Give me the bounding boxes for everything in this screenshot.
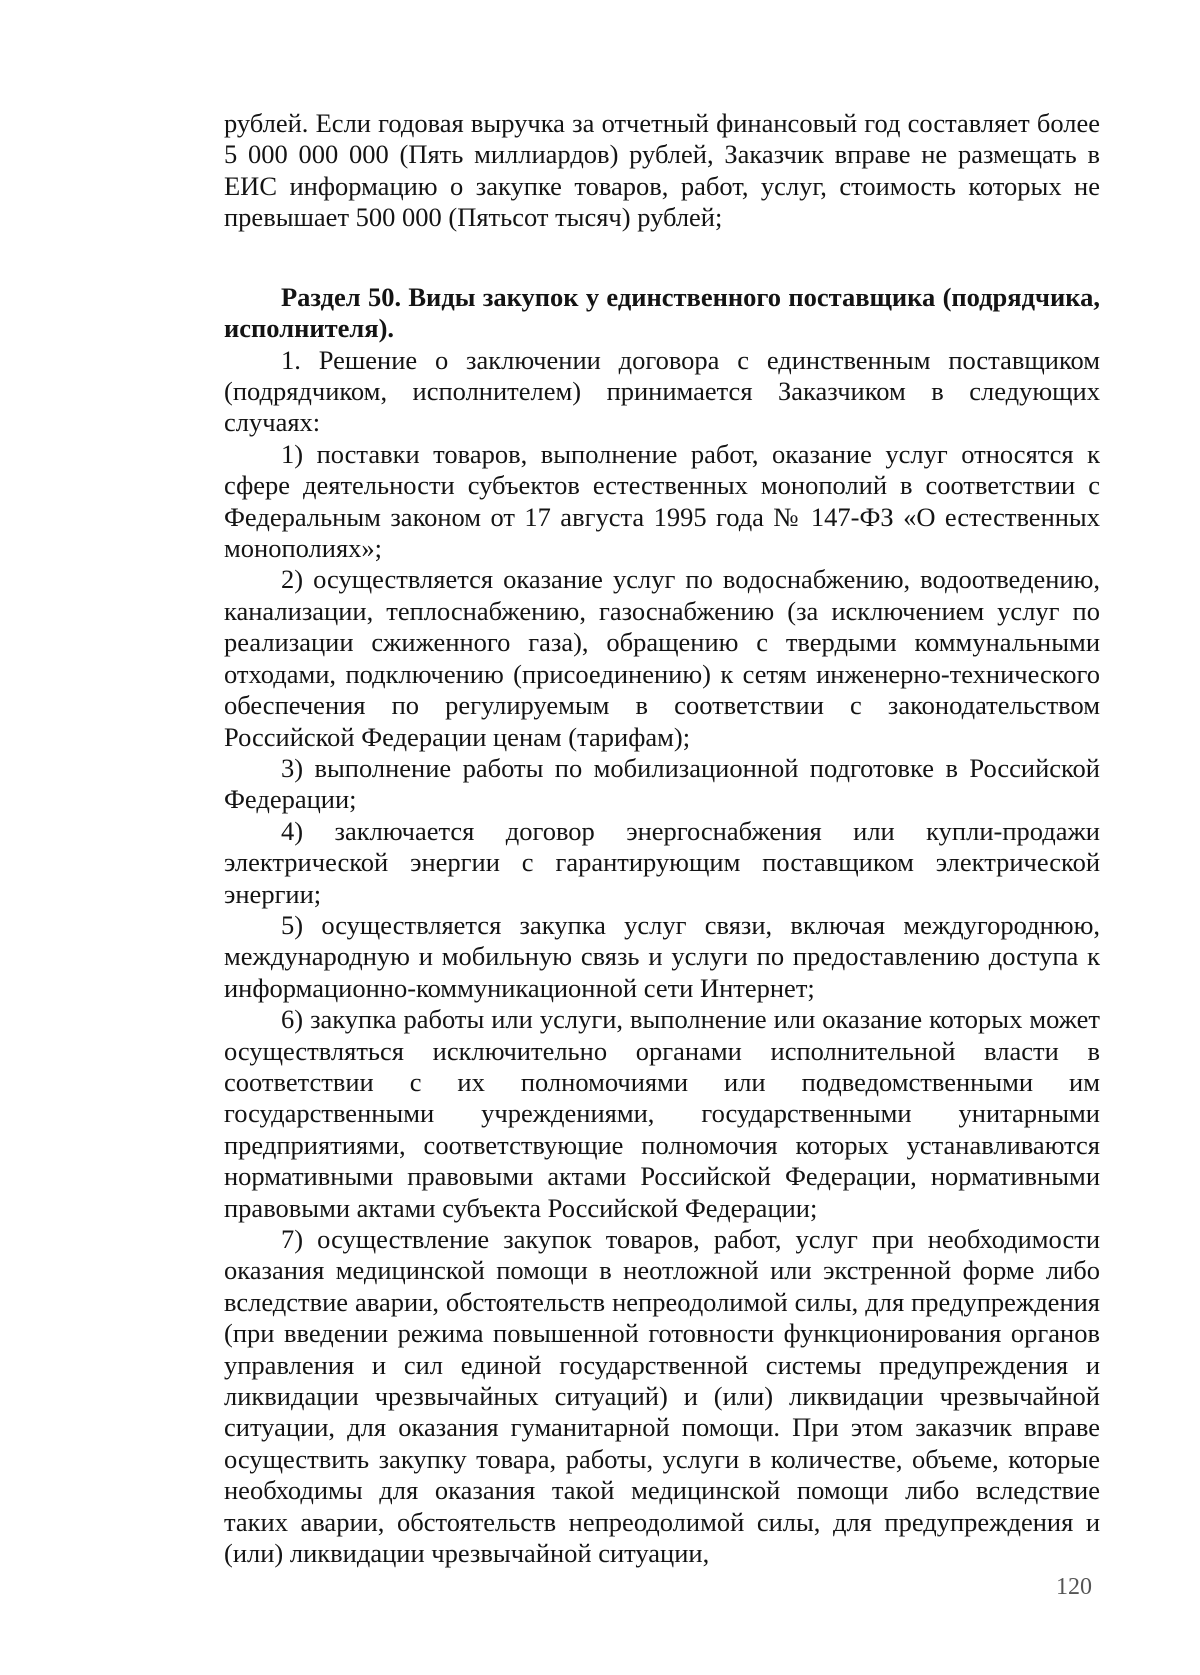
paragraph-item-5: 5) осуществляется закупка услуг связи, включая междугороднюю, международную и мобильную связь и услуги по предоставлению доступа к информационно-коммуникационной сети Интернет;	[224, 909, 1100, 1003]
paragraph-item-6: 6) закупка работы или услуги, выполнение или оказание которых может осуществляться исключительно органами исполнительной власти в соответствии с их полномочиями или подведомственными им государственными учреждениями, государственными унитарными предприятиями, соответствующие полномочия которых устанавливаются нормативными правовыми актами Российской Федерации, нормативными правовыми актами субъекта Российской Федерации;	[224, 1004, 1100, 1223]
paragraph-item-3: 3) выполнение работы по мобилизационной подготовке в Российской Федерации;	[224, 752, 1100, 815]
intro-paragraph: рублей. Если годовая выручка за отчетный финансовый год составляет более 5 000 000 000 (Пять миллиардов) рублей, Заказчик вправе не размещать в ЕИС информацию о закупке товаров, работ, услуг, стоимость которых не превышает 500 000 (Пятьсот тысяч) рублей;	[224, 108, 1100, 233]
paragraph-item-1: 1) поставки товаров, выполнение работ, оказание услуг относятся к сфере деятельности субъектов естественных монополий в соответствии с Федеральным законом от 17 августа 1995 года № 147-ФЗ «О естественных монополиях»;	[224, 438, 1100, 564]
page-number: 120	[1056, 1574, 1092, 1600]
document-body	[224, 108, 1100, 1569]
section-heading: Раздел 50. Виды закупок у единственного поставщика (подрядчика, исполнителя).	[224, 281, 1100, 344]
paragraph-clause-1: 1. Решение о заключении договора с единственным поставщиком (подрядчиком, исполнителем) принимается Заказчиком в следующих случаях:	[224, 344, 1100, 438]
paragraph-item-2: 2) осуществляется оказание услуг по водоснабжению, водоотведению, канализации, теплоснабжению, газоснабжению (за исключением услуг по реализации сжиженного газа), обращению с твердыми коммунальными отходами, подключению (присоединению) к сетям инженерно-технического обеспечения по регулируемым в соответствии с законодательством Российской Федерации ценам (тарифам);	[224, 564, 1100, 752]
paragraph-item-4: 4) заключается договор энергоснабжения или купли-продажи электрической энергии с гарантирующим поставщиком электрической энергии;	[224, 815, 1100, 909]
paragraph-item-7: 7) осуществление закупок товаров, работ, услуг при необходимости оказания медицинской помощи в неотложной или экстренной форме либо вследствие аварии, обстоятельств непреодолимой силы, для предупреждения (при введении режима повышенной готовности функционирования органов управления и сил единой государственной системы предупреждения и ликвидации чрезвычайных ситуаций) и (или) ликвидации чрезвычайной ситуации, для оказания гуманитарной помощи. При этом заказчик вправе осуществить закупку товара, работы, услуги в количестве, объеме, которые необходимы для оказания такой медицинской помощи либо вследствие таких аварии, обстоятельств непреодолимой силы, для предупреждения и (или) ликвидации чрезвычайной ситуации,	[224, 1224, 1100, 1569]
